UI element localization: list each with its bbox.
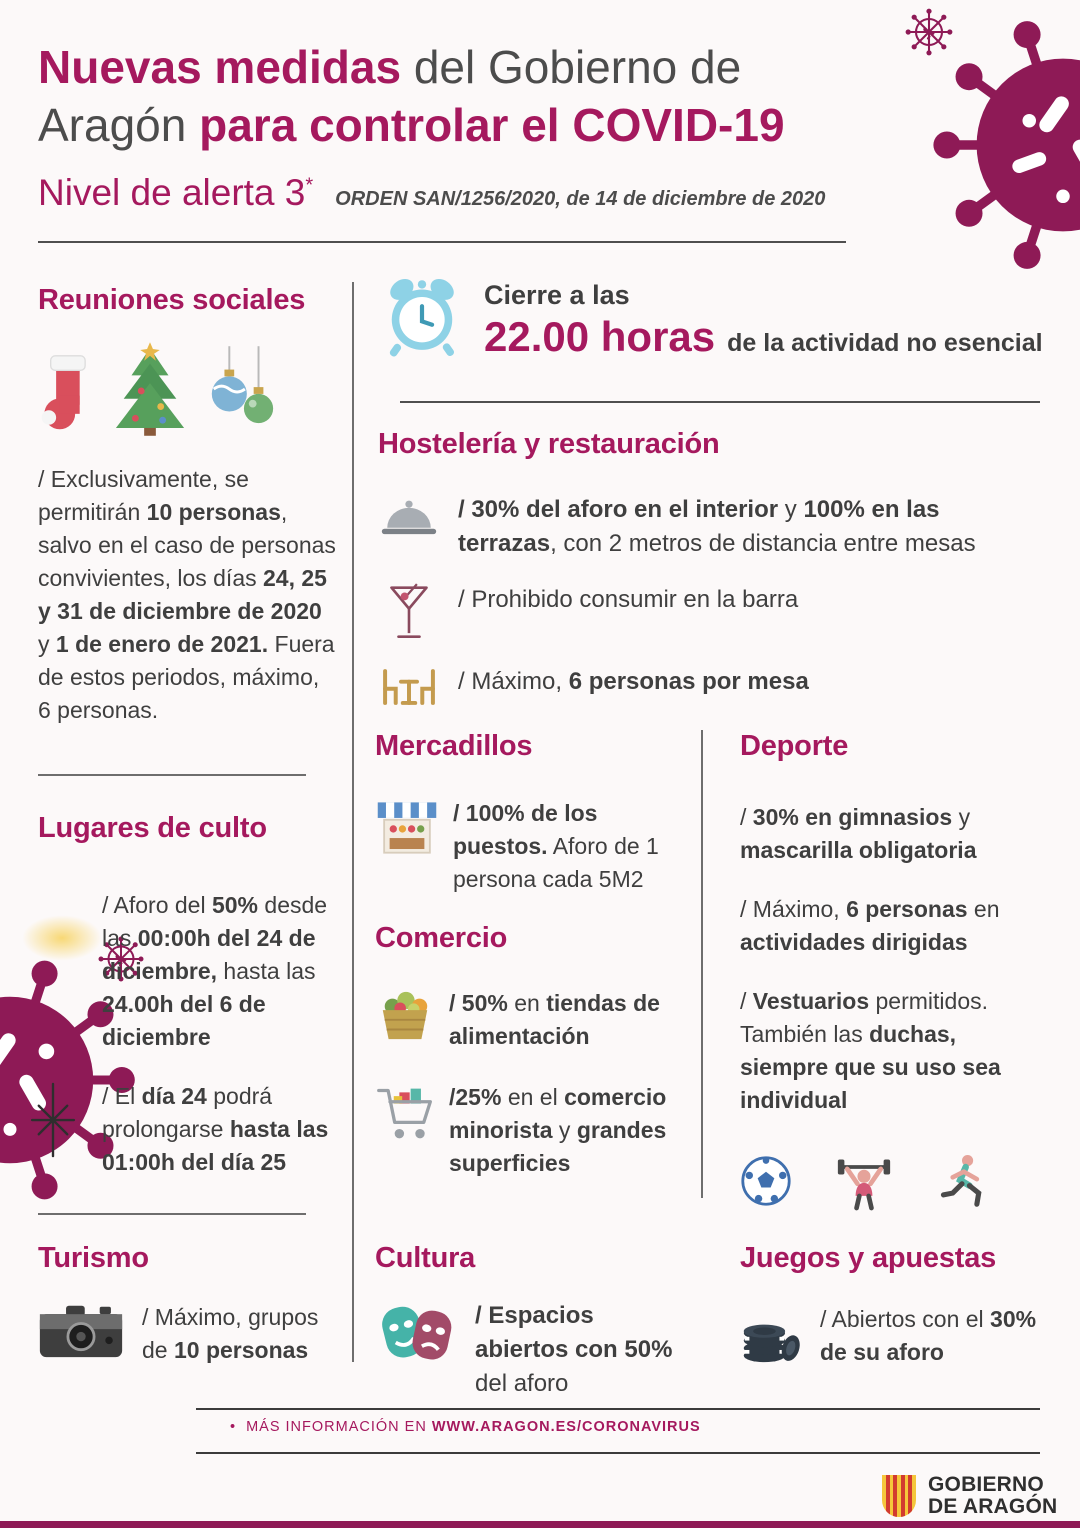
section-reuniones-sociales <box>38 284 338 727</box>
market-stall-icon <box>375 797 439 859</box>
mercadillos-text: / 100% de los puestos. Aforo de 1 persona cada 5M2 <box>453 800 659 892</box>
lugares-item-text: / El día 24 podrá prolongarse hasta las 01:00h del día 25 <box>102 1083 329 1175</box>
cierre-line1: Cierre a las <box>484 280 630 310</box>
food-basket-icon <box>375 987 435 1043</box>
section-mercadillos <box>375 730 675 896</box>
footer-info <box>230 1419 701 1435</box>
section-lugares-de-culto <box>38 812 340 1179</box>
title-line-2: Aragón para controlar el COVID-19 <box>38 99 785 151</box>
serving-dish-icon <box>378 493 440 539</box>
theater-masks-icon <box>375 1299 459 1367</box>
lugares-item <box>38 1080 340 1179</box>
order-reference: ORDEN SAN/1256/2020, de 14 de diciembre de 2020 <box>335 188 826 210</box>
cierre-time: 22.00 horas <box>484 313 716 360</box>
vertical-divider <box>352 282 354 1362</box>
divider <box>38 774 306 776</box>
section-deporte <box>740 730 1046 1211</box>
deporte-item-text: / 30% en gimnasios y mascarilla obligatoria <box>740 804 977 863</box>
camera-icon <box>38 1301 124 1361</box>
footer-info-text: MÁS INFORMACIÓN EN WWW.ARAGON.ES/CORONAVIRUS <box>246 1419 701 1435</box>
divider <box>38 1213 306 1215</box>
cultura-item <box>375 1299 687 1401</box>
turismo-text: / Máximo, grupos de 10 personas <box>142 1304 319 1363</box>
divider <box>400 401 1040 403</box>
weightlifter-icon <box>836 1151 892 1211</box>
section-juegos-y-apuestas <box>740 1242 1046 1369</box>
deporte-item-text: / Vestuarios permitidos. También las duchas, siempre que su uso sea individual <box>740 988 1001 1113</box>
reuniones-body: / Exclusivamente, se permitirán 10 personas, salvo en el caso de personas convivientes, los días 24, 25 y 31 de diciembre de 2020 y 1 de enero de 2021. Fuera de estos periodos, máximo, 6 personas. <box>38 466 336 723</box>
mercadillos-heading: Mercadillos <box>375 730 533 762</box>
cierre-rest: de la actividad no esencial <box>727 329 1043 357</box>
christmas-icons-row <box>38 337 338 437</box>
footer-divider-bottom <box>196 1452 1040 1454</box>
hosteleria-item-text: / 30% del aforo en el interior y 100% en las terrazas, con 2 metros de distancia entre mesas <box>458 496 976 557</box>
title-line-1: Nuevas medidas del Gobierno de <box>38 41 742 93</box>
header-divider <box>38 241 846 243</box>
comercio-item-text: /25% en el comercio minorista y grandes superficies <box>449 1084 667 1176</box>
alert-level: Nivel de alerta 3* <box>38 172 314 213</box>
reuniones-heading: Reuniones sociales <box>38 284 306 316</box>
comercio-item-text: / 50% en tiendas de alimentación <box>449 990 660 1049</box>
hosteleria-item <box>378 583 1043 643</box>
footer-divider-top <box>196 1408 1040 1410</box>
section-hosteleria <box>378 428 1043 709</box>
runner-icon <box>936 1152 988 1210</box>
deporte-heading: Deporte <box>740 730 849 762</box>
cultura-text: / Espacios abiertos con 50% del aforo <box>475 1302 673 1397</box>
cierre-text <box>484 276 1043 361</box>
page-title <box>38 38 898 154</box>
mercadillos-item <box>375 797 675 896</box>
hosteleria-heading: Hostelería y restauración <box>378 428 720 460</box>
table-chairs-icon <box>378 665 440 709</box>
turismo-heading: Turismo <box>38 1242 149 1274</box>
hosteleria-item-text: / Prohibido consumir en la barra <box>458 586 799 613</box>
vertical-divider <box>701 730 703 1198</box>
shopping-cart-icon <box>375 1081 435 1145</box>
juegos-item <box>740 1303 1046 1369</box>
comercio-heading: Comercio <box>375 922 508 954</box>
bullet-icon: • <box>230 1419 237 1435</box>
gobierno-aragon-logo <box>882 1474 1057 1517</box>
virus-icon <box>928 10 1080 280</box>
comercio-item <box>375 987 675 1053</box>
section-cierre <box>380 276 1043 361</box>
alert-row <box>38 172 1038 214</box>
turismo-item <box>38 1301 340 1367</box>
hosteleria-item-text: / Máximo, 6 personas por mesa <box>458 668 809 695</box>
juegos-text: / Abiertos con el 30% de su aforo <box>820 1306 1037 1365</box>
hosteleria-item <box>378 665 1043 709</box>
section-cultura <box>375 1242 687 1401</box>
soccer-ball-icon <box>740 1155 792 1207</box>
deporte-item-text: / Máximo, 6 personas en actividades dirigidas <box>740 896 1000 955</box>
christmas-tree-icon <box>112 341 188 437</box>
sport-icons-row <box>740 1151 1046 1211</box>
section-comercio <box>375 922 675 1180</box>
section-turismo <box>38 1242 340 1367</box>
lugares-item <box>38 889 340 1054</box>
aragon-shield-icon <box>882 1475 916 1517</box>
candle-glow-icon <box>22 915 102 961</box>
stocking-icon <box>38 349 96 437</box>
lugares-item-text: / Aforo del 50% desde las 00:00h del 24 de diciembre, hasta las 24.00h del 6 de diciembre <box>102 892 328 1050</box>
poker-chips-icon <box>740 1303 802 1365</box>
comercio-item <box>375 1081 675 1180</box>
cocktail-icon <box>378 583 440 643</box>
ornaments-icon <box>204 345 278 437</box>
lugares-heading: Lugares de culto <box>38 812 267 844</box>
juegos-heading: Juegos y apuestas <box>740 1242 997 1274</box>
hosteleria-item <box>378 493 1043 561</box>
logo-text: GOBIERNO DE ARAGÓN <box>928 1473 1058 1518</box>
cultura-heading: Cultura <box>375 1242 476 1274</box>
alarm-clock-icon <box>380 276 464 360</box>
bottom-accent-bar <box>0 1521 1080 1528</box>
cierre-line2 <box>484 313 1043 361</box>
star-icon <box>26 1082 80 1158</box>
